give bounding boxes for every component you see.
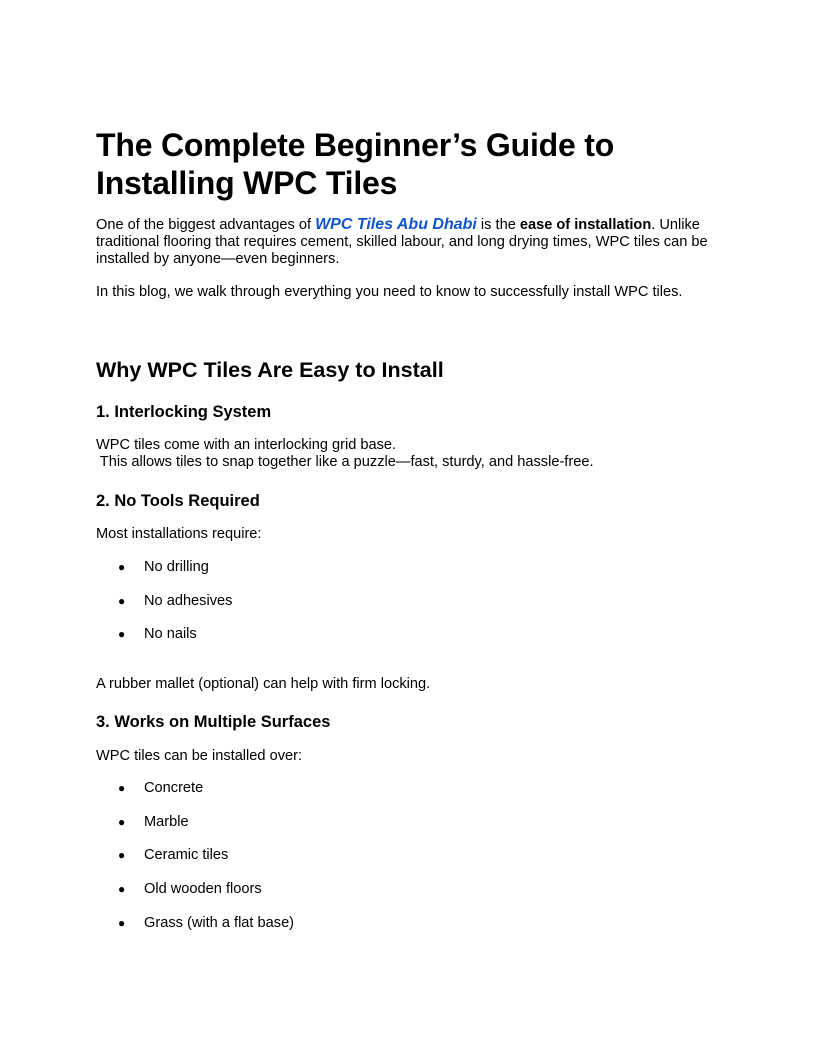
list-item (96, 847, 596, 881)
interlocking-line-1: WPC tiles come with an interlocking grid base. (96, 437, 397, 453)
list-item-text: No nails (144, 626, 197, 643)
section-heading: Why WPC Tiles Are Easy to Install (96, 358, 444, 382)
list-item (96, 780, 596, 814)
subheading-no-tools: 2. No Tools Required (96, 492, 260, 510)
list-item (96, 559, 596, 593)
no-tools-outro: A rubber mallet (optional) can help with firm locking. (96, 676, 431, 692)
list-item-text: Concrete (144, 780, 204, 796)
intro-bold-text: ease of installation (519, 217, 652, 233)
list-item (96, 881, 596, 915)
bullet-icon: ● (118, 882, 126, 897)
list-item (96, 593, 596, 627)
bullet-icon: ● (118, 781, 126, 795)
no-tools-list (96, 559, 596, 660)
list-item-text: Ceramic tiles (144, 847, 229, 864)
interlocking-line-2: This allows tiles to snap together like a puzzle—fast, sturdy, and hassle-free. (96, 454, 594, 470)
list-item (96, 626, 596, 660)
intro-text-end: . Unlike traditional flooring that requires cement, skilled labour, and long drying times, WPC tiles can be installed by anyone—even beginners. (96, 217, 708, 267)
no-tools-intro: Most installations require: (96, 526, 262, 542)
bullet-icon: ● (118, 915, 126, 930)
intro-text-start: One of the biggest advantages of (96, 217, 316, 233)
intro-second-paragraph: In this blog, we walk through everything you need to know to successfully install WPC tiles. (96, 284, 683, 300)
page-title: The Complete Beginner’s Guide to Installing WPC Tiles (96, 127, 615, 201)
list-item-text: Old wooden floors (144, 881, 262, 898)
bullet-icon: ● (118, 627, 126, 642)
list-item (96, 814, 596, 848)
bullet-icon: ● (118, 593, 126, 608)
list-item-text: No adhesives (144, 592, 233, 609)
interlocking-paragraph (96, 437, 720, 471)
list-item-text: No drilling (144, 559, 209, 575)
subheading-interlocking: 1. Interlocking System (96, 403, 272, 421)
surfaces-intro: WPC tiles can be installed over: (96, 748, 303, 764)
subheading-multiple-surfaces: 3. Works on Multiple Surfaces (96, 713, 331, 731)
surfaces-list (96, 780, 596, 948)
intro-paragraph (96, 216, 720, 268)
bullet-icon: ● (118, 848, 126, 863)
list-item-text: Grass (with a flat base) (144, 914, 295, 931)
intro-text-mid: is the (476, 217, 520, 233)
bullet-icon: ● (118, 560, 126, 574)
wpc-tiles-abu-dhabi-link[interactable]: WPC Tiles Abu Dhabi (315, 216, 477, 233)
list-item (96, 915, 596, 949)
list-item-text: Marble (144, 813, 189, 830)
bullet-icon: ● (118, 814, 126, 829)
